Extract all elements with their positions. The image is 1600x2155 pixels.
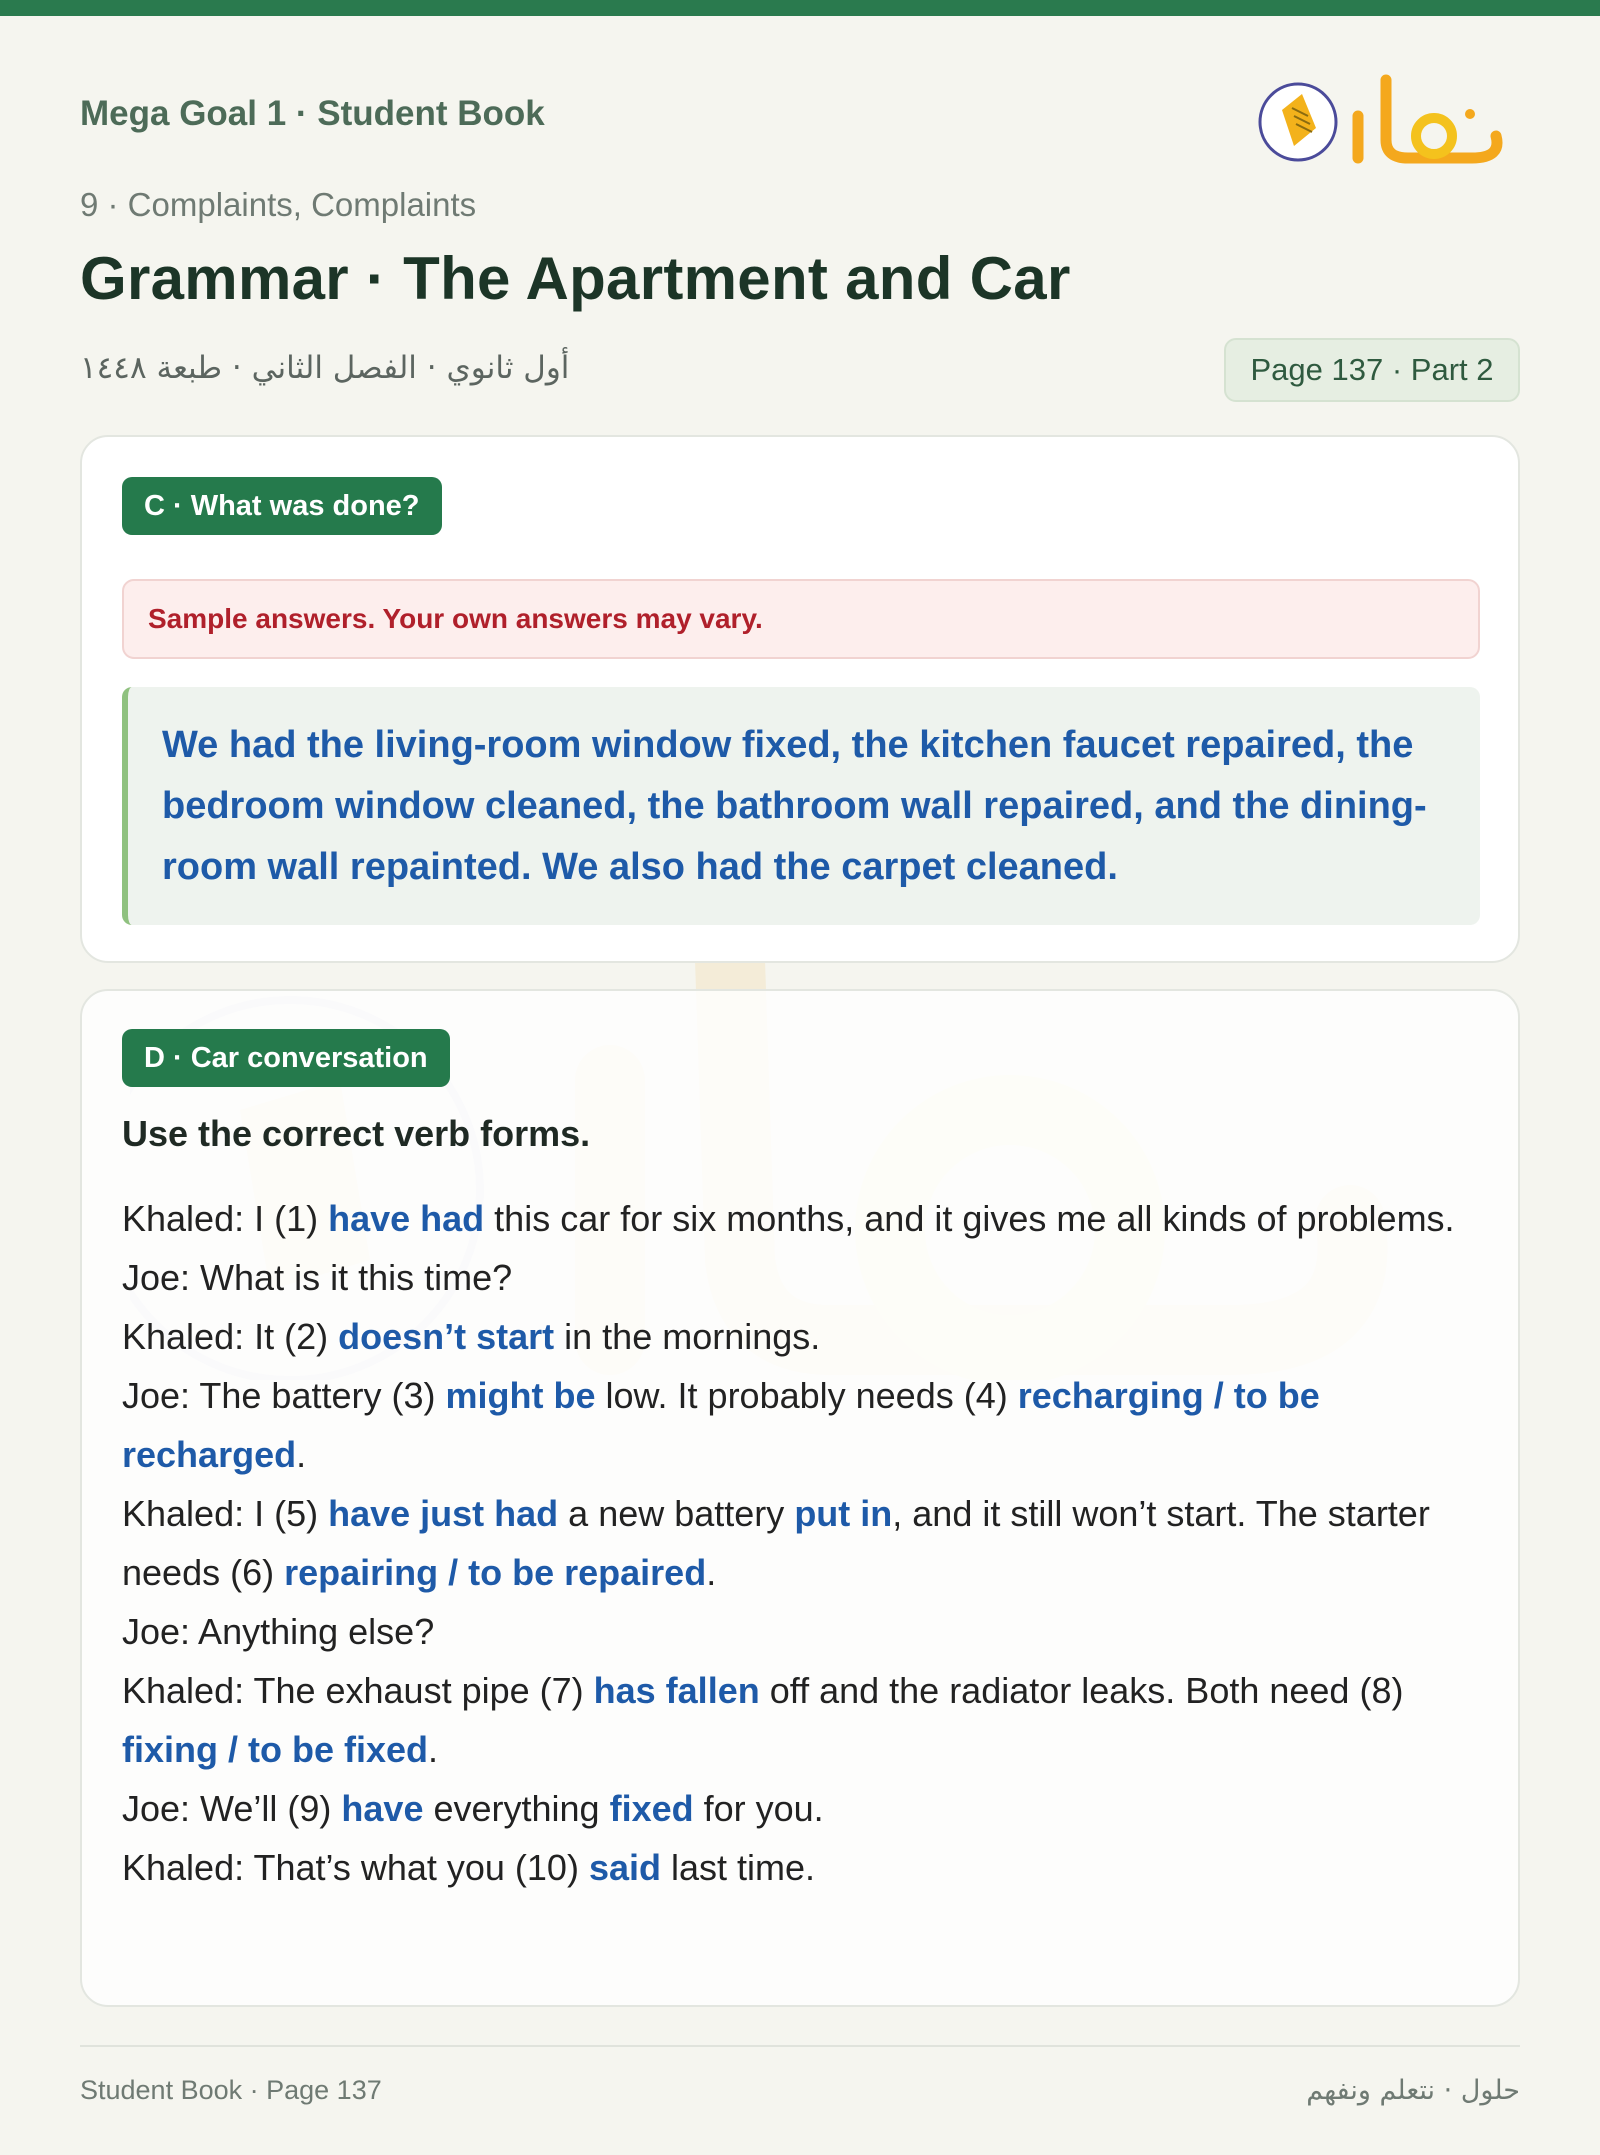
- dialogue-text: Joe: The battery (3): [122, 1375, 446, 1416]
- sample-answers-note: Sample answers. Your own answers may vary.: [122, 579, 1480, 659]
- section-d-badge: D · Car conversation: [122, 1029, 450, 1087]
- footer-divider: [80, 2045, 1520, 2047]
- dialogue-text: for you.: [693, 1788, 824, 1829]
- dialogue-text: .: [296, 1434, 307, 1475]
- dialogue-text: everything: [423, 1788, 610, 1829]
- dialogue-text: Joe: What is it this time?: [122, 1257, 513, 1298]
- dialogue-line: [122, 1779, 1492, 1838]
- dialogue-line: [122, 1307, 1492, 1366]
- answer-text: repairing / to be repaired: [284, 1552, 707, 1593]
- dialogue-text: low. It probably needs (4): [595, 1375, 1018, 1416]
- dialogue-line: [122, 1484, 1492, 1602]
- footer-right: حلول · نتعلم ونفهم: [1306, 2075, 1520, 2106]
- dialogue-line: [122, 1366, 1492, 1484]
- hulul-logo: [1258, 66, 1508, 168]
- answer-text: have had: [328, 1198, 485, 1239]
- section-c-card: [80, 435, 1520, 963]
- dialogue-line: [122, 1602, 1492, 1661]
- section-c-badge: C · What was done?: [122, 477, 442, 535]
- dialogue-text: .: [706, 1552, 717, 1593]
- top-accent-bar: [0, 0, 1600, 16]
- page-title: Grammar · The Apartment and Car: [80, 245, 1071, 312]
- arabic-meta: أول ثانوي · الفصل الثاني · طبعة ١٤٤٨: [80, 350, 570, 386]
- dialogue-text: Khaled: I (1): [122, 1198, 329, 1239]
- answer-text: put in: [794, 1493, 893, 1534]
- answer-text: might be: [445, 1375, 596, 1416]
- dialogue-text: Khaled: That’s what you (10): [122, 1847, 589, 1888]
- answer-text: fixed: [609, 1788, 694, 1829]
- dialogue-text: in the mornings.: [554, 1316, 821, 1357]
- answer-text: doesn’t start: [338, 1316, 555, 1357]
- dialogue-text: this car for six months, and it gives me all kinds of problems.: [484, 1198, 1455, 1239]
- answer-text: have just had: [328, 1493, 559, 1534]
- dialogue: [122, 1189, 1492, 1897]
- answer-text: has fallen: [593, 1670, 760, 1711]
- dialogue-text: Khaled: I (5): [122, 1493, 329, 1534]
- answer-text: said: [588, 1847, 661, 1888]
- dialogue-line: [122, 1838, 1492, 1897]
- dialogue-text: last time.: [661, 1847, 816, 1888]
- footer-left: Student Book · Page 137: [80, 2075, 382, 2105]
- dialogue-line: [122, 1189, 1492, 1248]
- dialogue-text: Khaled: It (2): [122, 1316, 339, 1357]
- dialogue-text: a new battery: [558, 1493, 795, 1534]
- section-d-card: [80, 989, 1520, 2007]
- dialogue-text: Joe: Anything else?: [122, 1611, 435, 1652]
- dialogue-text: off and the radiator leaks. Both need (8): [759, 1670, 1404, 1711]
- dialogue-text: Joe: We’ll (9): [122, 1788, 342, 1829]
- answer-text: recharging / to be recharged: [122, 1375, 1320, 1475]
- section-d-instruction: Use the correct verb forms.: [122, 1113, 591, 1154]
- answer-text: fixing / to be fixed: [122, 1729, 429, 1770]
- dialogue-text: , and it still won’t start. The starter needs (6): [122, 1493, 1430, 1593]
- dialogue-line: [122, 1248, 1492, 1307]
- answer-text: have: [341, 1788, 424, 1829]
- unit-subtitle: 9 · Complaints, Complaints: [80, 186, 477, 223]
- dialogue-text: .: [428, 1729, 439, 1770]
- dialogue-line: [122, 1661, 1492, 1779]
- page-pill: Page 137 · Part 2: [1224, 338, 1520, 402]
- book-title: Mega Goal 1 · Student Book: [80, 94, 545, 133]
- section-c-answer: We had the living-room window fixed, the kitchen faucet repaired, the bedroom window cleaned, the bathroom wall repaired, and the dining-room wall repainted. We also had the carpet cleaned.: [122, 687, 1480, 925]
- dialogue-text: Khaled: The exhaust pipe (7): [122, 1670, 594, 1711]
